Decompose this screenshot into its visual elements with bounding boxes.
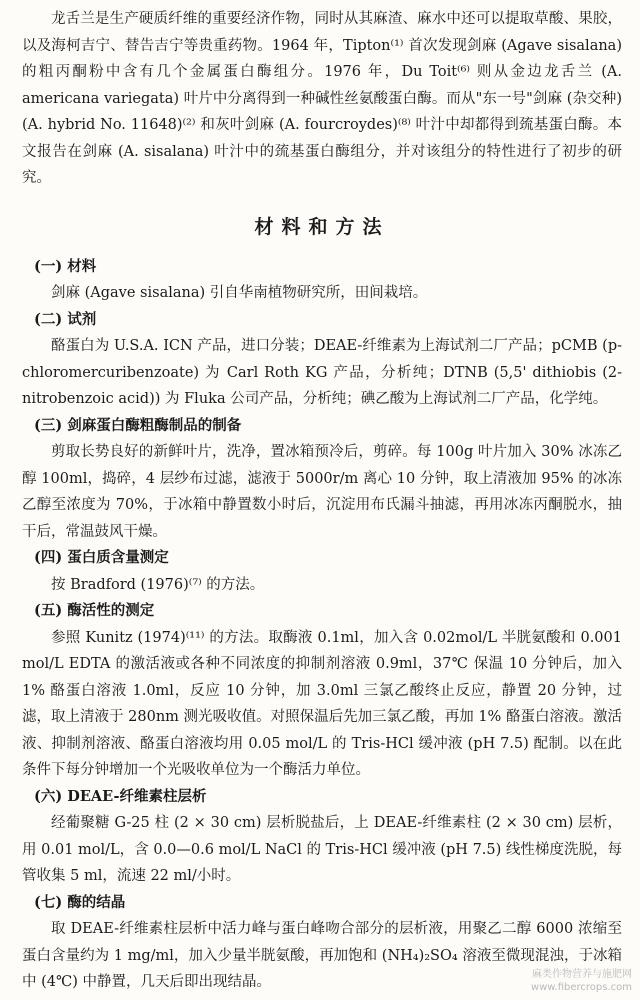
section-heading: (六) DEAE-纤维素柱层析 — [34, 787, 207, 805]
section-body: 剑麻 (Agave sisalana) 引自华南植物研究所，田间栽培。 — [51, 285, 428, 301]
section-title: 材料和方法 — [254, 215, 390, 238]
section-body: 参照 Kunitz (1974)⁽¹¹⁾ 的方法。取酶液 0.1ml，加入含 0.02mol/L 半胱氨酸和 0.001 mol/L EDTA 的激活液或各种不同浓度的抑制剂溶液 0.9ml，37℃ 保温 10 分钟后，加入 1% 酪蛋白溶液 1.0ml，反应 10 分钟，加 3.0ml 三氯乙酸终止反应，静置 20 分钟，过滤，取上清液于 280nm 测光吸收值。对照保温后先加三氯乙酸，再加 1% 酪蛋白溶液。激活液、抑制剂溶液、酪蛋白溶液均用 0.05 mol/L 的 Tris-HCl 缓冲液 (pH 7.5) 配制。以在此条件下每分钟增加一个光吸收单位为一个酶活力单位。 — [22, 629, 622, 778]
section-heading: (二) 试剂 — [34, 310, 97, 328]
section-heading: (一) 材料 — [34, 257, 97, 275]
section-heading: (三) 剑麻蛋白酶粗酶制品的制备 — [34, 416, 242, 434]
section-body: 酪蛋白为 U.S.A. ICN 产品，进口分装；DEAE-纤维素为上海试剂二厂产品；pCMB (p-chloromercuribenzoate) 为 Carl Roth KG 产品，分析纯；DTNB (5,5' dithiobis (2-nitrobenzoic acid)) 为 Fluka 公司产品，分析纯；碘乙酸为上海试剂二厂产品，化学纯。 — [22, 338, 622, 407]
watermark-url: www.fibercrops.com — [530, 982, 632, 993]
article-page — [22, 6, 622, 996]
watermark-site-name: 麻类作物营养与施肥网 — [532, 969, 632, 980]
section-body: 剪取长势良好的新鲜叶片，洗净，置冰箱预冷后，剪碎。每 100g 叶片加入 30% 冰冻乙醇 100ml，捣碎，4 层纱布过滤，滤液于 5000r/m 离心 10 分钟，取上清液加 95% 的冰冻乙醇至浓度为 70%，于冰箱中静置数小时后，沉淀用布氏漏斗抽滤，再用冰冻丙酮脱水，抽干后，常温鼓风干燥。 — [22, 444, 622, 540]
section-heading: (四) 蛋白质含量测定 — [34, 549, 169, 566]
section-body: 经葡聚糖 G-25 柱 (2 × 30 cm) 层析脱盐后，上 DEAE-纤维素柱 (2 × 30 cm) 层析，用 0.01 mol/L，含 0.0—0.6 mol/L NaCl 的 Tris-HCl 缓冲液 (pH 7.5) 线性梯度洗脱，每管收集 5 ml，流速 22 ml/小时。 — [22, 815, 622, 884]
section-heading: (五) 酶活性的测定 — [34, 602, 155, 619]
section-body: 取 DEAE-纤维素柱层析中活力峰与蛋白峰吻合部分的层析液，用聚乙二醇 6000 浓缩至蛋白含量约为 1 mg/ml，加入少量半胱氨酸，再加饱和 (NH₄)₂SO₄ 溶液至微现混浊，于冰箱中 (4℃) 中静置，几天后即出现结晶。 — [22, 921, 622, 990]
section-body: 按 Bradford (1976)⁽⁷⁾ 的方法。 — [51, 576, 265, 593]
intro-paragraph: 龙舌兰是生产硬质纤维的重要经济作物，同时从其麻渣、麻水中还可以提取草酸、果胶，以及海柯吉宁、替告吉宁等贵重药物。1964 年，Tipton⁽¹⁾ 首次发现剑麻 (Agave sisalana) 的粗丙酮粉中含有几个金属蛋白酶组分。1976 年，Du Toit⁽⁶⁾ 则从金边龙舌兰 (A. americana variegata) 叶片中分离得到一种碱性丝氨酸蛋白酶。而从"东一号"剑麻 (杂交种) (A. hybrid No. 11648)⁽²⁾ 和灰叶剑麻 (A. fourcroydes)⁽⁸⁾ 叶汁中却都得到巯基蛋白酶。本文报告在剑麻 (A. sisalana) 叶汁中的巯基蛋白酶组分，并对该组分的特性进行了初步的研究。 — [22, 11, 622, 186]
section-heading: (七) 酶的结晶 — [34, 893, 126, 911]
watermark — [531, 968, 632, 994]
